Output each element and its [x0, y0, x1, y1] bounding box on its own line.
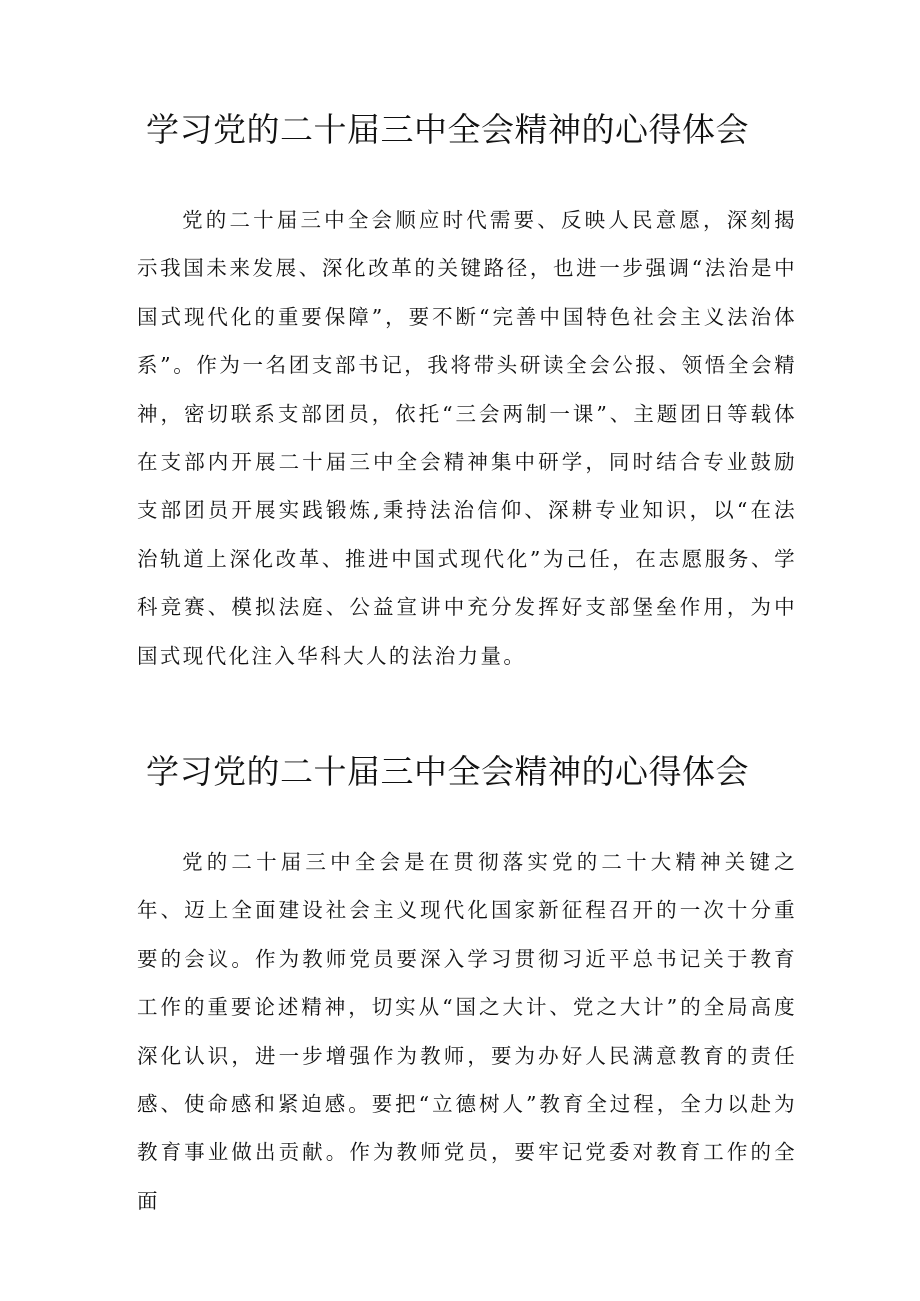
- article-section-1: [0, 108, 920, 668]
- article-body: 党的二十届三中全会顺应时代需要、反映人民意愿，深刻揭示我国未来发展、深化改革的关键路径，也进一步强调“法治是中国式现代化的重要保障”，要不断“完善中国特色社会主义法治体系”。作为一名团支部书记，我将带头研读全会公报、领悟全会精神，密切联系支部团员，依托“三会两制一课”、主题团日等载体在支部内开展二十届三中全会精神集中研学，同时结合专业鼓励支部团员开展实践锻炼,秉持法治信仰、深耕专业知识，以“在法治轨道上深化改革、推进中国式现代化”为己任，在志愿服务、学科竞赛、模拟法庭、公益宣讲中充分发挥好支部堡垒作用，为中国式现代化注入华科大人的法治力量。: [137, 208, 797, 668]
- article-section-2: [0, 750, 920, 1213]
- article-body: 党的二十届三中全会是在贯彻落实党的二十大精神关键之年、迈上全面建设社会主义现代化国家新征程召开的一次十分重要的会议。作为教师党员要深入学习贯彻习近平总书记关于教育工作的重要论述精神，切实从“国之大计、党之大计”的全局高度深化认识，进一步增强作为教师，要为办好人民满意教育的责任感、使命感和紧迫感。要把“立德树人”教育全过程，全力以赴为教育事业做出贡献。作为教师党员，要牢记党委对教育工作的全面: [137, 850, 797, 1213]
- article-title: 学习党的二十届三中全会精神的心得体会: [146, 752, 749, 791]
- article-title: 学习党的二十届三中全会精神的心得体会: [146, 110, 749, 149]
